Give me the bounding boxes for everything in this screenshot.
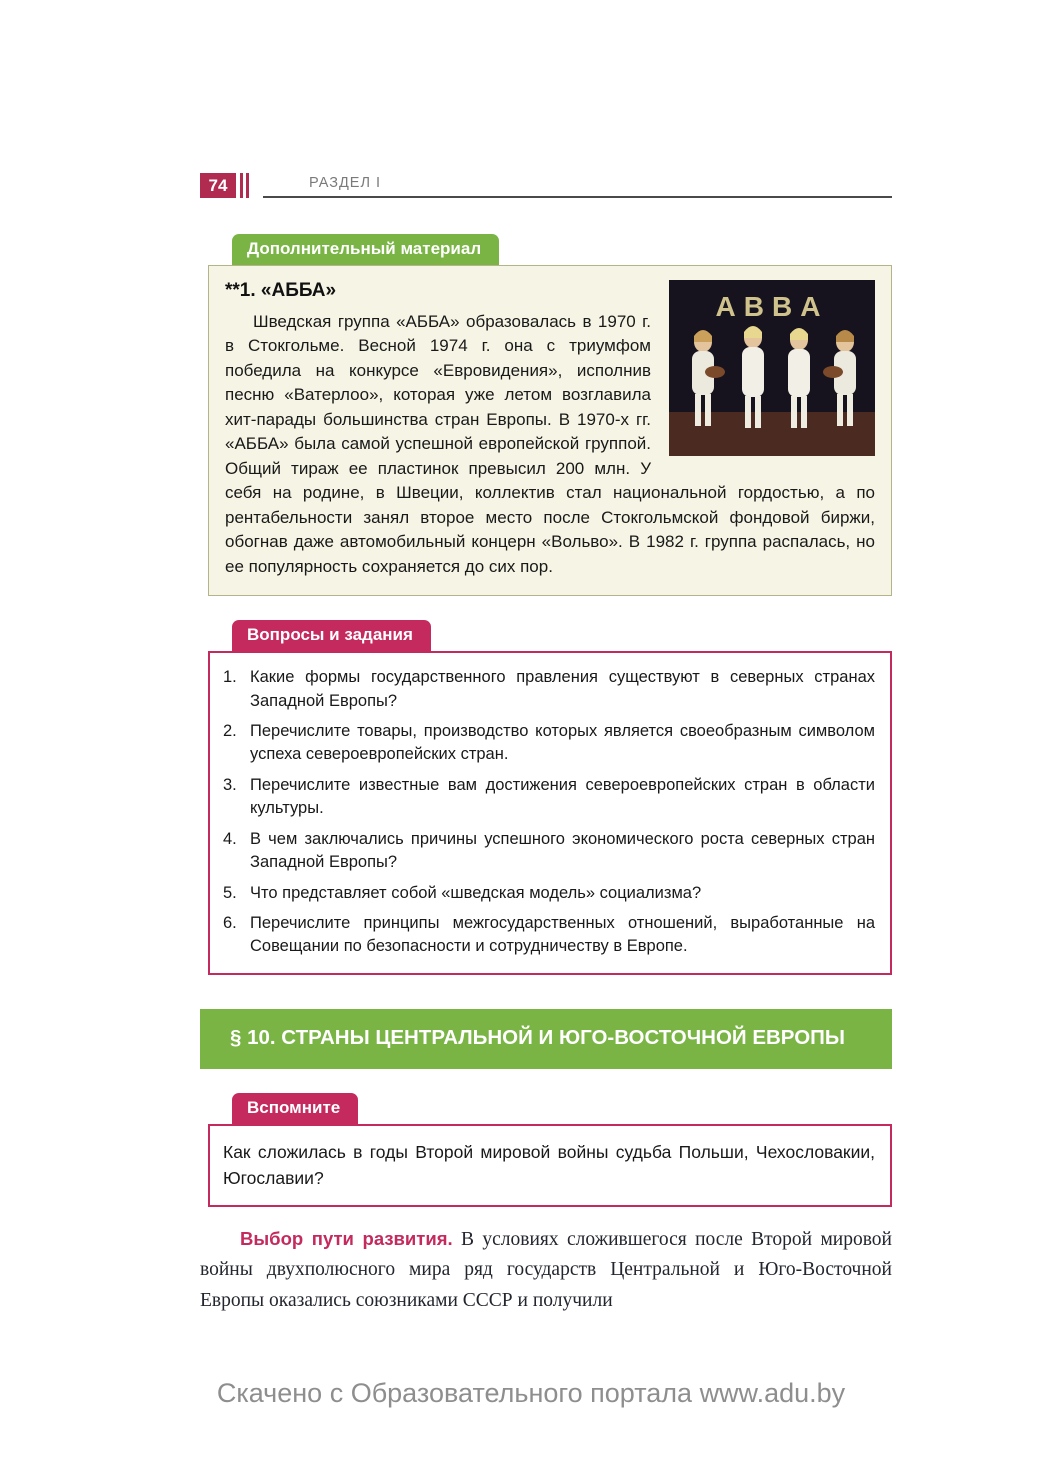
question-row — [223, 882, 875, 905]
body-text: В условиях сложившегося после Второй мировой войны двухполюсного мира ряд государств Центральной и Юго-Восточной Европы оказались союзниками СССР и получили — [200, 1229, 892, 1311]
question-text: Что представляет собой «шведская модель» социализма? — [250, 883, 702, 902]
question-row — [223, 828, 875, 875]
question-number: 4. — [223, 829, 237, 848]
question-number: 3. — [223, 775, 237, 794]
body-paragraph — [200, 1225, 892, 1316]
section-header: РАЗДЕЛ I — [309, 175, 382, 191]
question-number: 1. — [223, 668, 237, 687]
page-number-bars-icon — [240, 173, 249, 198]
recall-tab: Вспомните — [232, 1093, 358, 1124]
question-text: Перечислите принципы межгосударственных отношений, выработанные на Совещании по безопасности и сотрудничеству в Европе. — [250, 913, 875, 956]
question-text: В чем заключались причины успешного экономического роста северных стран Западной Европы? — [250, 829, 875, 872]
body-lead: Выбор пути развития. — [240, 1228, 453, 1250]
additional-material-tab: Дополнительный материал — [232, 234, 499, 265]
page-content — [200, 172, 892, 1316]
questions-tab: Вопросы и задания — [232, 620, 431, 651]
footer-watermark: Скачено с Образовательного портала www.adu.by — [216, 1378, 846, 1408]
question-row — [223, 912, 875, 959]
question-number: 6. — [223, 913, 237, 932]
recall-text: Как сложилась в годы Второй мировой войны судьба Польши, Чехословакии, Югославии? — [223, 1141, 875, 1188]
abba-photo — [669, 280, 875, 456]
questions-box — [208, 651, 892, 975]
question-number: 2. — [223, 722, 237, 740]
page-number-badge: 74 — [200, 173, 236, 198]
svg-text:ABBA: ABBA — [715, 291, 829, 322]
page-header — [200, 172, 892, 198]
question-text: Какие формы государственного правления существуют в северных странах Западной Европы? — [250, 668, 875, 710]
abba-heading: **1. «АББА» — [225, 280, 337, 301]
recall-box — [208, 1124, 892, 1208]
section-banner: § 10. СТРАНЫ ЦЕНТРАЛЬНОЙ И ЮГО-ВОСТОЧНОЙ ЕВРОПЫ — [200, 1009, 892, 1069]
question-row — [223, 720, 875, 767]
question-number: 5. — [223, 883, 237, 902]
question-row — [223, 666, 875, 713]
question-row — [223, 774, 875, 821]
question-text: Перечислите известные вам достижения североевропейских стран в области культуры. — [250, 775, 875, 818]
question-text: Перечислите товары, производство которых является своеобразным символом успеха североевропейских стран. — [250, 722, 875, 764]
header-rule — [263, 173, 892, 198]
abba-paragraph: Шведская группа «АББА» образовалась в 1970 г. в Стокгольме. Весной 1974 г. она с триумфом победила на конкурсе «Евровидения», исполнив песню «Ватерлоо», которая уже летом возглавила хит-парады большинства стран Европы. В 1970-х гг. «АББА» была самой успешной европейской группой. Общий тираж ее пластинок превысил 200 млн. У себя на родине, в Швеции, коллектив стал национальной гордостью, а по рентабельности занял второе место после Стокгольмской фондовой биржи, обогнав даже автомобильный концерн «Вольво». В 1982 г. группа распалась, но ее популярность сохраняется до сих пор. — [225, 312, 875, 576]
additional-material-box — [208, 265, 892, 596]
